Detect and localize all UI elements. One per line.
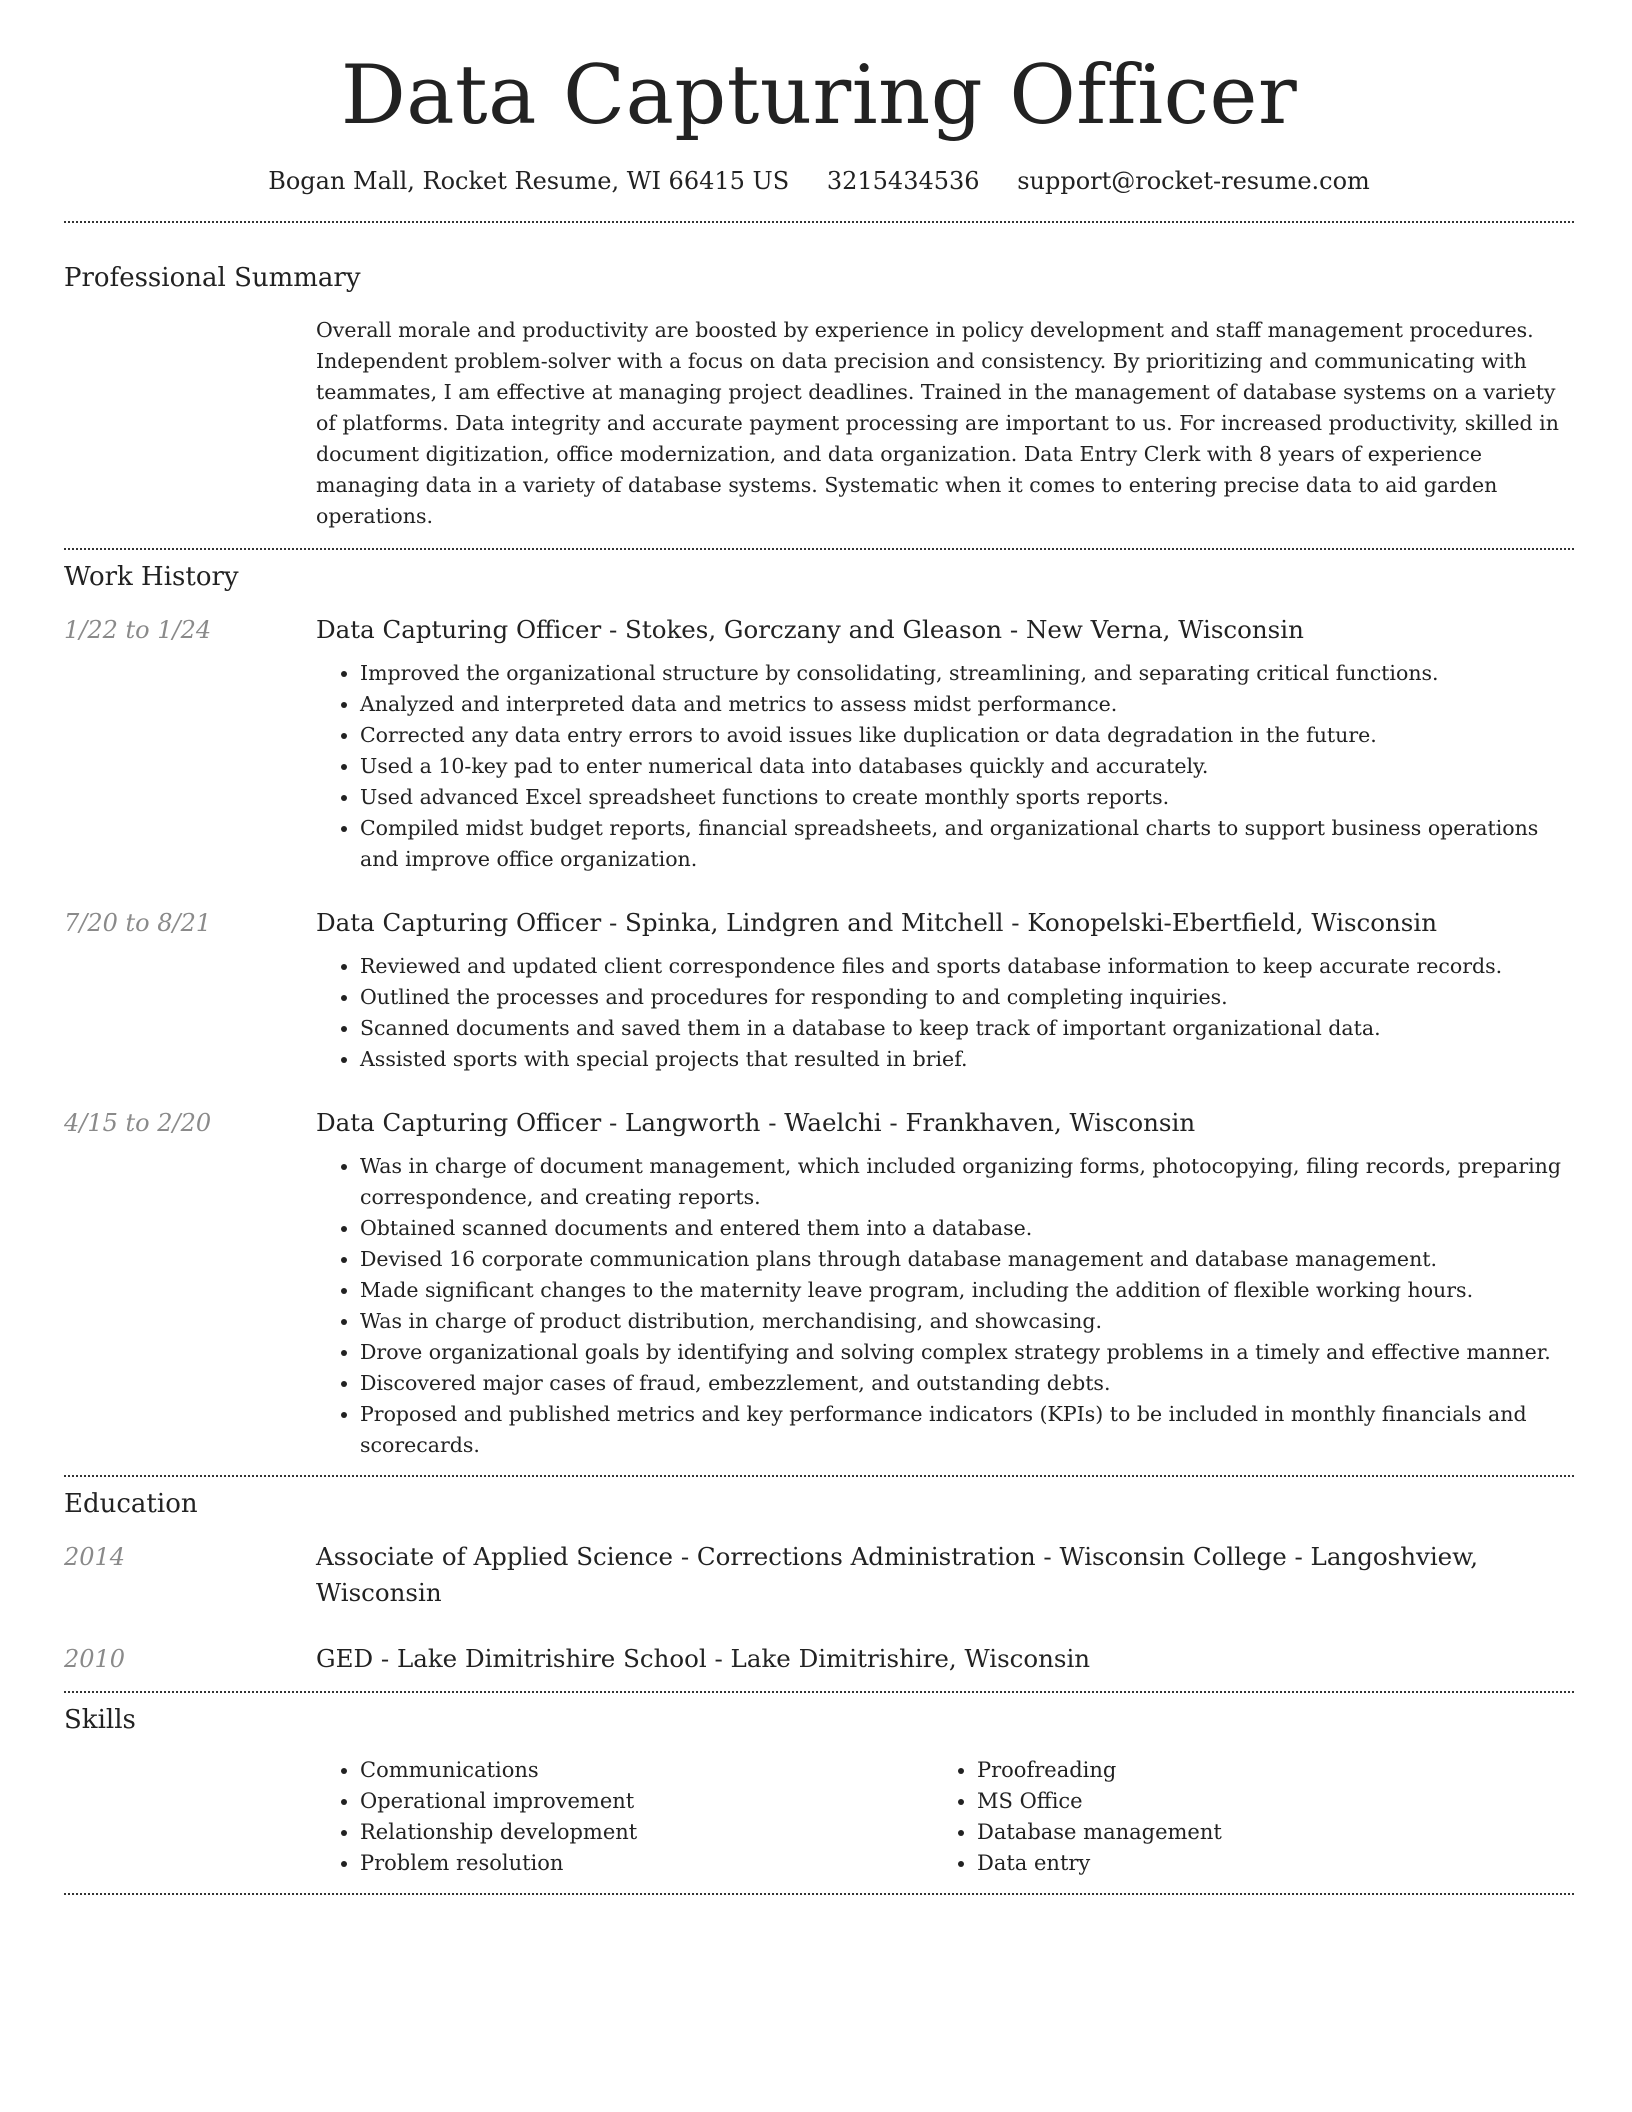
job-dates: 7/20 to 8/21	[64, 909, 212, 938]
skill-item: • Database management	[977, 1817, 1550, 1848]
job-dates: 4/15 to 2/20	[64, 1109, 212, 1138]
skill-item: • Problem resolution	[360, 1848, 933, 1879]
list-item: • Drove organizational goals by identifying and solving complex strategy problems in a timely and effective manner.	[360, 1337, 1574, 1368]
list-item: • Used a 10-key pad to enter numerical data into databases quickly and accurately.	[360, 751, 1574, 782]
contact-phone: 3215434536	[826, 167, 980, 196]
divider	[64, 1691, 1574, 1693]
job-entry	[64, 612, 1574, 875]
skill-item: • Data entry	[977, 1848, 1550, 1879]
job-title: Data Capturing Officer - Stokes, Gorczany and Gleason - New Verna, Wisconsin	[316, 615, 1304, 645]
divider	[64, 221, 1574, 223]
list-item: • Obtained scanned documents and entered them into a database.	[360, 1213, 1574, 1244]
skills-list	[316, 1755, 1574, 1879]
contact-address: Bogan Mall, Rocket Resume, WI 66415 US	[268, 167, 790, 196]
skill-item: • MS Office	[977, 1786, 1550, 1817]
divider	[64, 548, 1574, 550]
list-item: • Discovered major cases of fraud, embezzlement, and outstanding debts.	[360, 1368, 1574, 1399]
divider	[64, 1475, 1574, 1477]
skill-item: • Proofreading	[977, 1755, 1550, 1786]
job-bullets	[316, 1151, 1574, 1461]
job-title: Data Capturing Officer - Spinka, Lindgren and Mitchell - Konopelski-Ebertfield, Wisconsin	[316, 908, 1437, 938]
list-item: • Compiled midst budget reports, financial spreadsheets, and organizational charts to support business operations and improve office organization.	[360, 813, 1574, 875]
education-entry	[64, 1641, 1574, 1677]
education-year: 2014	[64, 1543, 126, 1572]
skills-column-left	[316, 1755, 933, 1879]
job-bullets	[316, 951, 1574, 1075]
divider	[64, 1893, 1574, 1895]
list-item: • Proposed and published metrics and key performance indicators (KPIs) to be included in monthly financials and scorecards.	[360, 1399, 1574, 1461]
list-item: • Reviewed and updated client correspondence files and sports database information to keep accurate records.	[360, 951, 1574, 982]
summary-text: Overall morale and productivity are boosted by experience in policy development and staff management procedures. Independent problem-solver with a focus on data precision and consistency. By prioritizing and communicating with teammates, I am effective at managing project deadlines. Trained in the management of database systems on a variety of platforms. Data integrity and accurate payment processing are important to us. For increased productivity, skilled in document digitization, office modernization, and data organization. Data Entry Clerk with 8 years of experience managing data in a variety of database systems. Systematic when it comes to entering precise data to aid garden operations.	[316, 318, 1559, 529]
job-dates: 1/22 to 1/24	[64, 616, 212, 645]
list-item: • Corrected any data entry errors to avoid issues like duplication or data degradation in the future.	[360, 720, 1574, 751]
job-entry	[64, 1105, 1574, 1461]
resume-page	[64, 0, 1574, 1895]
list-item: • Was in charge of product distribution, merchandising, and showcasing.	[360, 1306, 1574, 1337]
list-item: • Analyzed and interpreted data and metrics to assess midst performance.	[360, 689, 1574, 720]
list-item: • Assisted sports with special projects that resulted in brief.	[360, 1044, 1574, 1075]
section-title-skills: Skills	[64, 1705, 136, 1736]
education-title: GED - Lake Dimitrishire School - Lake Dimitrishire, Wisconsin	[316, 1644, 1091, 1674]
job-title: Data Capturing Officer - Langworth - Waelchi - Frankhaven, Wisconsin	[316, 1108, 1196, 1138]
skill-item: • Operational improvement	[360, 1786, 933, 1817]
contact-line	[64, 167, 1574, 195]
education-year: 2010	[64, 1645, 126, 1674]
section-title-summary: Professional Summary	[64, 263, 361, 294]
list-item: • Was in charge of document management, which included organizing forms, photocopying, filing records, preparing correspondence, and creating reports.	[360, 1151, 1574, 1213]
education-entry	[64, 1539, 1574, 1611]
section-title-work-history: Work History	[64, 562, 239, 593]
job-entry	[64, 905, 1574, 1075]
contact-email: support@rocket-resume.com	[1017, 167, 1370, 196]
list-item: • Improved the organizational structure by consolidating, streamlining, and separating critical functions.	[360, 658, 1574, 689]
skill-item: • Relationship development	[360, 1817, 933, 1848]
list-item: • Scanned documents and saved them in a database to keep track of important organizational data.	[360, 1013, 1574, 1044]
education-title: Associate of Applied Science - Corrections Administration - Wisconsin College - Langoshview, Wisconsin	[316, 1542, 1479, 1608]
job-bullets	[316, 658, 1574, 875]
list-item: • Outlined the processes and procedures for responding to and completing inquiries.	[360, 982, 1574, 1013]
skills-column-right	[933, 1755, 1550, 1879]
skill-item: • Communications	[360, 1755, 933, 1786]
section-title-education: Education	[64, 1489, 198, 1520]
list-item: • Devised 16 corporate communication plans through database management and database management.	[360, 1244, 1574, 1275]
list-item: • Used advanced Excel spreadsheet functions to create monthly sports reports.	[360, 782, 1574, 813]
list-item: • Made significant changes to the maternity leave program, including the addition of flexible working hours.	[360, 1275, 1574, 1306]
resume-title: Data Capturing Officer	[340, 49, 1298, 143]
